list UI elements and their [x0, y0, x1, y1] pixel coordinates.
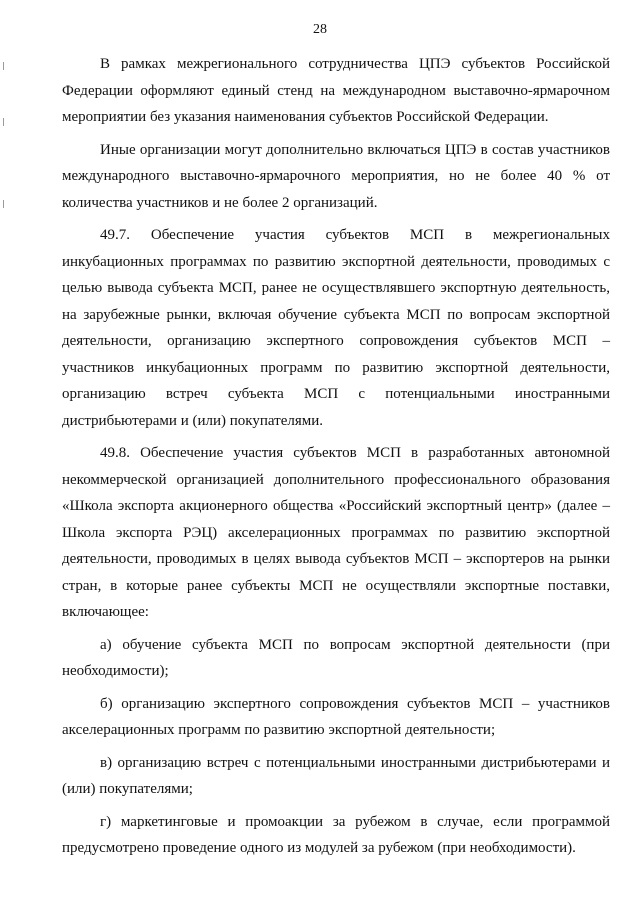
page-number: 28: [313, 22, 327, 37]
scan-mark: [3, 118, 4, 126]
scan-mark: [3, 200, 4, 208]
scan-mark: [3, 62, 4, 70]
paragraph-49-8-acceleration: 49.8. Обеспечение участия субъектов МСП в разработанных автономной некоммерческой организацией дополнительного профессионального образования «Школа экспорта акционерного общества «Российский экспортный центр» (далее – Школа экспорта РЭЦ) акселерационных программах по развитию экспортной деятельности, проводимых в целях вывода субъектов МСП – экспортеров на рынки стран, в которые ранее субъекты МСП не осуществляли экспортные поставки, включающее:: [62, 445, 610, 620]
paragraph-49-7-incubation: 49.7. Обеспечение участия субъектов МСП в межрегиональных инкубационных программах по развитию экспортной деятельности, проводимых с целью вывода субъекта МСП, ранее не осуществлявшего экспортную деятельность, на зарубежные рынки, включая обучение субъекта МСП по вопросам экспортной деятельности, организацию экспертного сопровождения субъектов МСП – участников инкубационных программ по развитию экспортной деятельности, организацию встреч субъекта МСП с потенциальными иностранными дистрибьютерами и (или) покупателями.: [62, 227, 610, 429]
list-item-g-marketing: г) маркетинговые и промоакции за рубежом в случае, если программой предусмотрено проведение одного из модулей за рубежом (при необходимости).: [62, 813, 610, 856]
paragraph-other-organizations: Иные организации могут дополнительно включаться ЦПЭ в состав участников международного выставочно-ярмарочного мероприятия, но не более 40 % от количества участников и не более 2 организаций.: [62, 141, 610, 211]
paragraph-interregional-stand: В рамках межрегионального сотрудничества ЦПЭ субъектов Российской Федерации оформляют единый стенд на международном выставочно-ярмарочном мероприятии без указания наименования субъектов Российской Федерации.: [62, 56, 610, 125]
list-item-v-meetings: в) организацию встреч с потенциальными иностранными дистрибьютерами и (или) покупателями;: [62, 754, 610, 797]
document-body: [62, 51, 610, 868]
list-item-a-training: а) обучение субъекта МСП по вопросам экспортной деятельности (при необходимости);: [62, 636, 610, 679]
list-item-b-expert-support: б) организацию экспертного сопровождения субъектов МСП – участников акселерационных программ по развитию экспортной деятельности;: [62, 695, 610, 738]
